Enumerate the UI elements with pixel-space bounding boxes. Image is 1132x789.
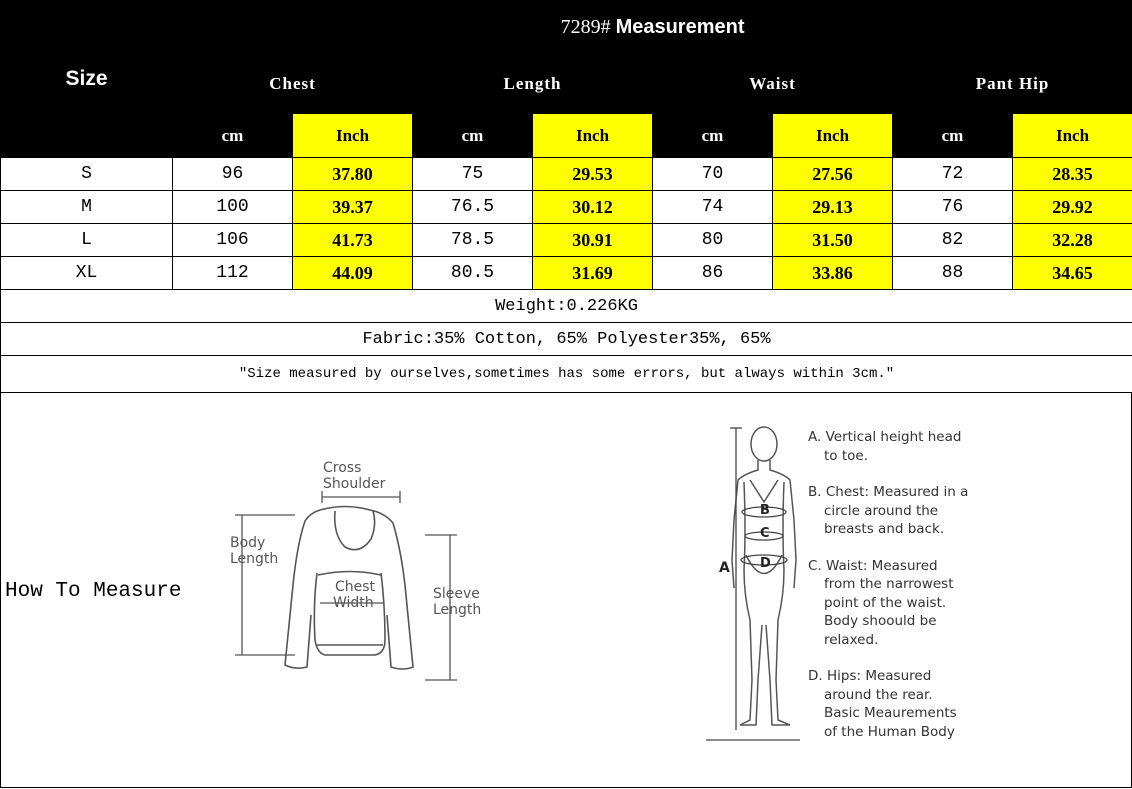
body-outline (732, 427, 796, 725)
body-length-label-2: Length (230, 551, 279, 567)
value-cell: 78.5 (413, 224, 533, 257)
garment-diagram (225, 455, 495, 685)
value-cell: 96 (173, 158, 293, 191)
unit-cm: cm (413, 114, 533, 158)
value-cell: 28.35 (1013, 158, 1132, 191)
disclaimer-note: "Size measured by ourselves,sometimes has some errors, but always within 3cm." (1, 356, 1132, 393)
legend-item-a (808, 428, 988, 465)
unit-inch: Inch (533, 114, 653, 158)
body-measurement-legend (808, 428, 988, 759)
size-table (0, 0, 1132, 393)
value-cell: 32.28 (1013, 224, 1132, 257)
legend-item-b (808, 483, 988, 539)
fabric-note: Fabric:35% Cotton, 65% Polyester35%, 65% (1, 323, 1132, 356)
value-cell: 27.56 (773, 158, 893, 191)
sleeve-length-label-2: Length (433, 602, 482, 618)
unit-inch: Inch (1013, 114, 1132, 158)
value-cell: 37.80 (293, 158, 413, 191)
sleeve-length-label-1: Sleeve (433, 586, 480, 602)
legend-text: of the Human Body (824, 723, 955, 740)
value-cell: 74 (653, 191, 773, 224)
value-cell: 80 (653, 224, 773, 257)
title-word: Measurement (615, 15, 745, 38)
legend-text: Body shoould be (824, 613, 937, 629)
body-measure-lines (706, 428, 800, 740)
value-cell: 72 (893, 158, 1013, 191)
unit-cm: cm (173, 114, 293, 158)
marker-c: C (760, 526, 770, 541)
legend-text: breasts and back. (824, 521, 945, 537)
value-cell: 30.12 (533, 191, 653, 224)
value-cell: 44.09 (293, 257, 413, 290)
value-cell: 86 (653, 257, 773, 290)
chest-width-label-2: Width (333, 595, 374, 611)
table-row (1, 191, 1132, 224)
size-header: Size (1, 1, 173, 158)
marker-a: A (719, 560, 730, 576)
table-row (1, 158, 1132, 191)
value-cell: 33.86 (773, 257, 893, 290)
cross-shoulder-label-2: Shoulder (323, 476, 386, 492)
group-chest: Chest (173, 54, 413, 114)
value-cell: 76.5 (413, 191, 533, 224)
legend-text: relaxed. (824, 631, 879, 648)
legend-text: around the rear. (824, 686, 933, 703)
cross-shoulder-label-1: Cross (323, 460, 362, 476)
size-cell: M (1, 191, 173, 224)
body-length-label-1: Body (230, 535, 266, 551)
value-cell: 76 (893, 191, 1013, 224)
legend-text: D. Hips: Measured (808, 668, 932, 684)
title-number: 7289# (560, 15, 611, 38)
value-cell: 34.65 (1013, 257, 1132, 290)
value-cell: 30.91 (533, 224, 653, 257)
value-cell: 70 (653, 158, 773, 191)
value-cell: 39.37 (293, 191, 413, 224)
legend-item-d (808, 667, 988, 741)
legend-text: B. Chest: Measured in a (808, 484, 969, 500)
value-cell: 106 (173, 224, 293, 257)
value-cell: 80.5 (413, 257, 533, 290)
legend-text: point of the waist. (824, 594, 947, 611)
marker-d: D (760, 556, 771, 571)
unit-cm: cm (893, 114, 1013, 158)
value-cell: 31.69 (533, 257, 653, 290)
unit-inch: Inch (773, 114, 893, 158)
chest-width-label-1: Chest (335, 579, 376, 595)
value-cell: 29.53 (533, 158, 653, 191)
legend-text: circle around the (824, 502, 939, 519)
value-cell: 75 (413, 158, 533, 191)
value-cell: 29.13 (773, 191, 893, 224)
group-waist: Waist (653, 54, 893, 114)
weight-note: Weight:0.226KG (1, 290, 1132, 323)
table-title (173, 1, 1132, 54)
group-length: Length (413, 54, 653, 114)
size-cell: S (1, 158, 173, 191)
value-cell: 88 (893, 257, 1013, 290)
table-row (1, 257, 1132, 290)
value-cell: 100 (173, 191, 293, 224)
legend-item-c (808, 557, 988, 650)
table-row (1, 224, 1132, 257)
how-to-measure-label: How To Measure (5, 580, 182, 603)
legend-text: C. Waist: Measured (808, 557, 938, 574)
unit-cm: cm (653, 114, 773, 158)
unit-inch: Inch (293, 114, 413, 158)
legend-text: A. Vertical height head (808, 429, 962, 445)
legend-text: Basic Meaurements (824, 705, 957, 721)
value-cell: 82 (893, 224, 1013, 257)
value-cell: 112 (173, 257, 293, 290)
value-cell: 41.73 (293, 224, 413, 257)
value-cell: 31.50 (773, 224, 893, 257)
group-pant-hip: Pant Hip (893, 54, 1132, 114)
body-diagram (700, 420, 800, 750)
legend-text: from the narrowest (824, 576, 954, 592)
value-cell: 29.92 (1013, 191, 1132, 224)
marker-b: B (760, 503, 770, 518)
legend-text: to toe. (824, 447, 868, 464)
size-cell: XL (1, 257, 173, 290)
size-cell: L (1, 224, 173, 257)
